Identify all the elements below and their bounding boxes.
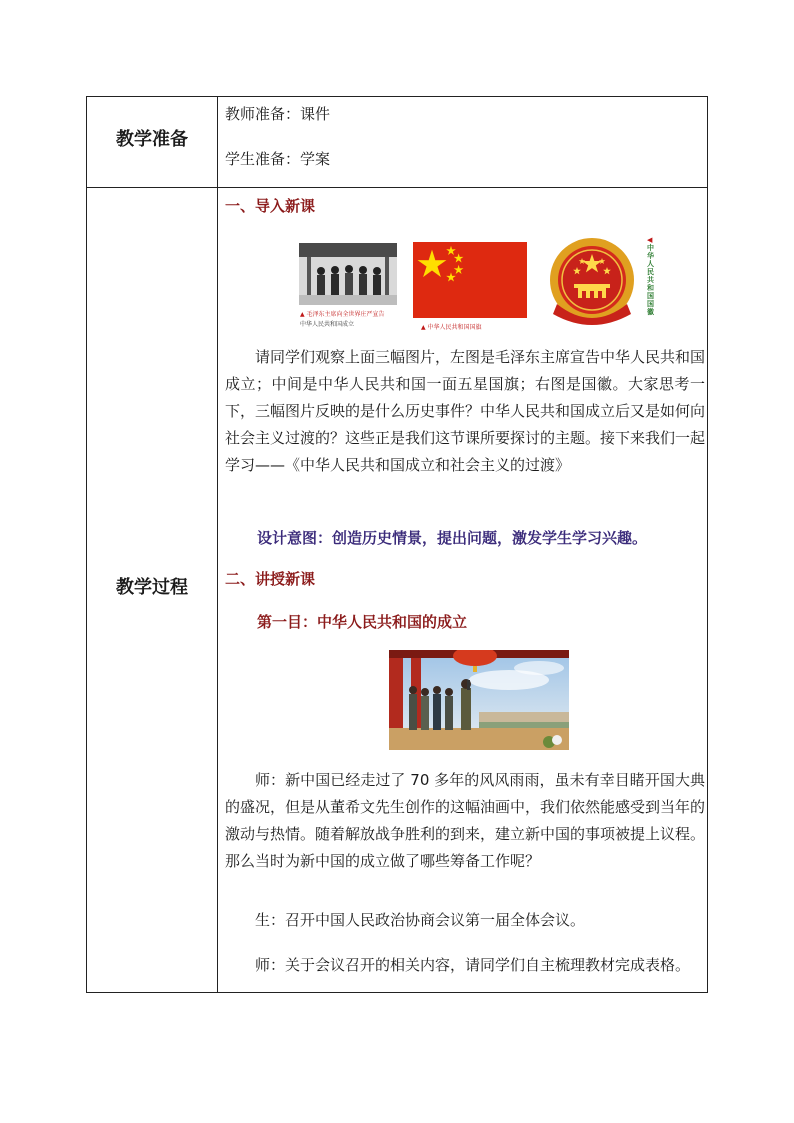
lesson-plan-table	[86, 96, 708, 993]
student-paragraph: 生：召开中国人民政治协商会议第一届全体会议。	[255, 911, 586, 929]
row-divider	[87, 187, 707, 188]
teacher-prep-text: 教师准备：课件	[225, 105, 331, 123]
national-flag-figure	[413, 242, 527, 332]
design-intent: 设计意图：创造历史情景，提出问题，激发学生学习兴趣。	[257, 529, 648, 547]
teacher-paragraph-2: 师：关于会议召开的相关内容，请同学们自主梳理教材完成表格。	[255, 956, 691, 974]
national-flag-image	[413, 242, 527, 318]
prep-label: 教学准备	[116, 129, 188, 150]
emblem-caption	[647, 236, 655, 316]
teacher-paragraph-1: 师：新中国已经走过了 70 多年的风风雨雨，虽未有幸目睹开国大典的盛况，但是从董希文先生创作的这幅油画中，我们依然能感受到当年的激动与热情。随着解放战争胜利的到来，建立新中国的事项被提上议程。那么当时为新中国的成立做了哪些筹备工作呢？	[225, 771, 706, 870]
subsection1-title: 第一目：中华人民共和国的成立	[257, 613, 468, 631]
national-emblem-figure	[547, 234, 667, 332]
founding-ceremony-painting	[389, 650, 569, 750]
founding-ceremony-photo	[299, 243, 397, 331]
flag-caption: ▲ 中华人民共和国国旗	[421, 324, 482, 331]
photo-caption-2: 中华人民共和国成立	[300, 321, 355, 328]
photo-caption-1: ▲ 毛泽东主席向全世界庄严宣告	[300, 311, 385, 318]
painting-image	[389, 650, 569, 750]
emblem-caption-text: 中华人民共和国国徽	[647, 244, 654, 316]
student-prep-text: 学生准备：学案	[225, 150, 331, 168]
national-emblem-image	[547, 234, 637, 330]
photo-image	[299, 243, 397, 305]
section1-title: 一、导入新课	[225, 197, 316, 215]
triangle-marker-icon: ◀	[647, 236, 653, 244]
process-label: 教学过程	[116, 577, 188, 598]
section2-title: 二、讲授新课	[225, 570, 316, 588]
column-divider	[217, 97, 218, 992]
intro-paragraph: 请同学们观察上面三幅图片，左图是毛泽东主席宣告中华人民共和国成立；中间是中华人民共和国一面五星国旗；右图是国徽。大家思考一下，三幅图片反映的是什么历史事件？中华人民共和国成立后又是如何向社会主义过渡的？这些正是我们这节课所要探讨的主题。接下来我们一起学习——《中华人民共和国成立和社会主义的过渡》	[225, 348, 706, 474]
